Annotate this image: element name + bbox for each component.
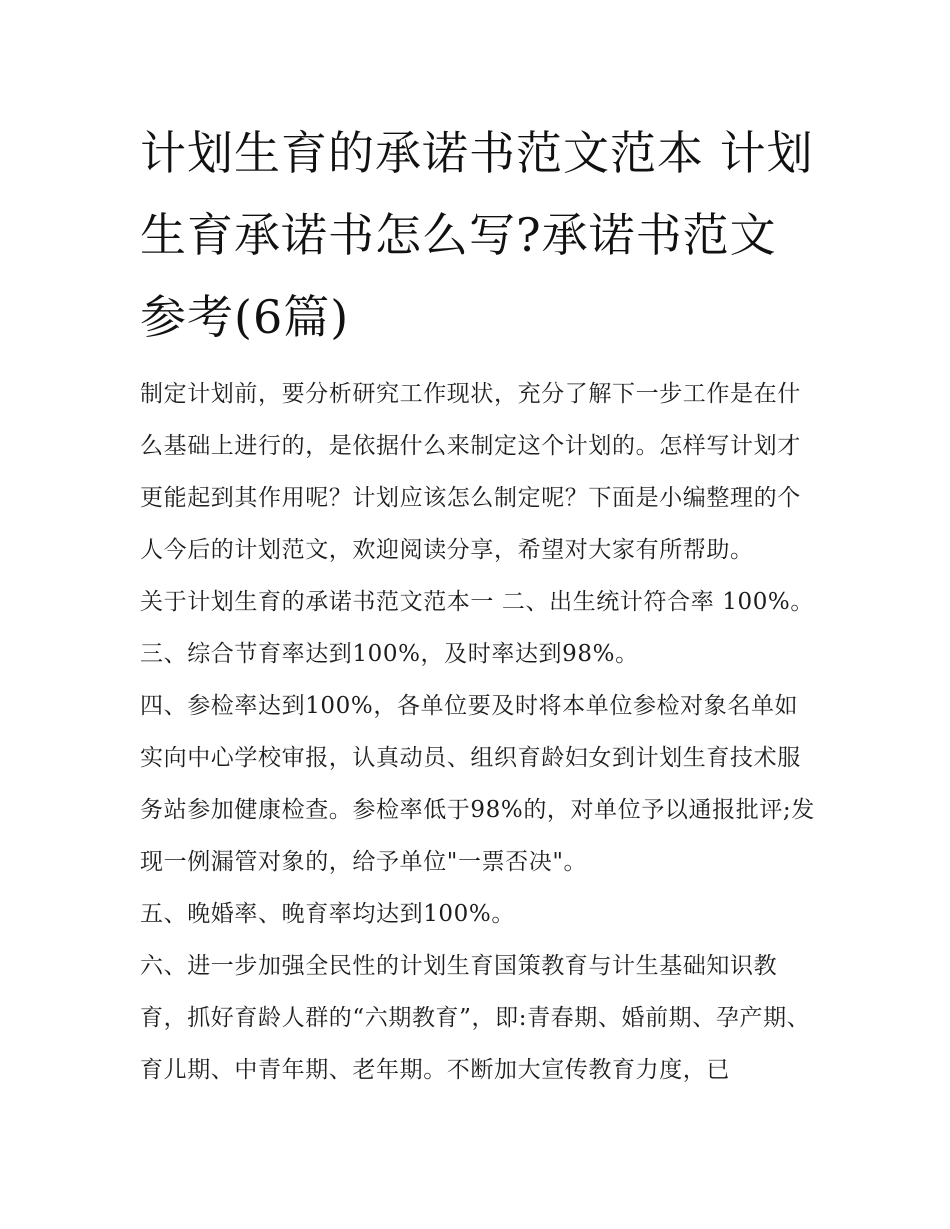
document-body [140,368,815,1096]
paragraph-item-six: 六、进一步加强全民性的计划生育国策教育与计生基础知识教育，抓好育龄人群的“六期教育”，即:青春期、婚前期、孕产期、育儿期、中青年期、老年期。不断加大宣传教育力度，已 [140,953,811,1083]
document-title: 计划生育的承诺书范文范本 计划生育承诺书怎么写?承诺书范文参考(6篇) [140,126,814,344]
paragraph-item-four: 四、参检率达到100%，各单位要及时将本单位参检对象名单如实向中心学校审报，认真动员、组织育龄妇女到计划生育技术服务站参加健康检查。参检率低于98%的，对单位予以通报批评;发现一例漏管对象的，给予单位"一票否决"。 [140,693,815,875]
paragraph-item-one: 关于计划生育的承诺书范文范本一 二、出生统计符合率 100%。 三、综合节育率达到100%，及时率达到98%。 [140,589,814,667]
intro-paragraph: 制定计划前，要分析研究工作现状，充分了解下一步工作是在什么基础上进行的，是依据什么来制定这个计划的。怎样写计划才更能起到其作用呢？计划应该怎么制定呢？下面是小编整理的个人今后的计划范文，欢迎阅读分享，希望对大家有所帮助。 [140,381,801,563]
paragraph-item-five: 五、晚婚率、晚育率均达到100%。 [140,901,515,927]
document-content [140,112,815,1096]
